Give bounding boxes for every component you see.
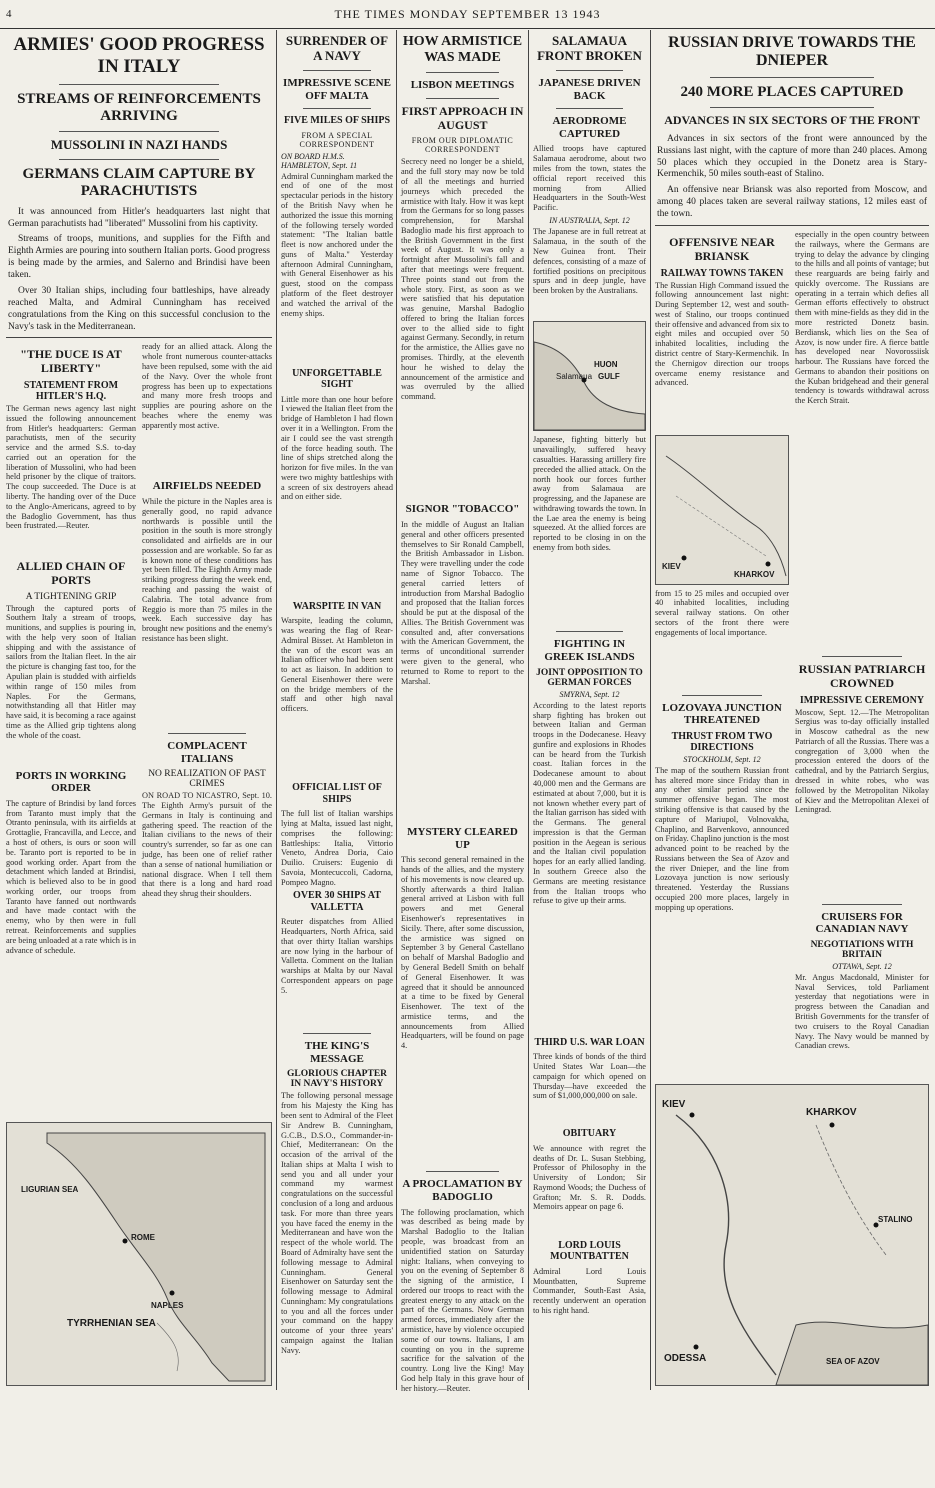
deck-240-places: 240 MORE PLACES CAPTURED (680, 83, 904, 100)
article-text: Moscow, Sept. 12.—The Metropolitan Sergius was to-day officially installed in Moscow cathedral as the new Patriarch of all the Russias. There was a congregation of 3,000 when the procession entered the doors of the cathedral, and by the Patriarch Sergius, dressed in white robes, who was followed by the Metropolitan Nikolay of Kiev and the Metropolitan Alexei of Leningrad. (795, 707, 929, 815)
deck-mussolini: MUSSOLINI IN NAZI HANDS (50, 137, 228, 153)
map-label: Salamaua (556, 372, 593, 382)
subhead-railway-towns: RAILWAY TOWNS TAKEN (660, 267, 784, 279)
article-text: We announce with regret the deaths of Dr. L. Susan Stebbing, Professor of Philosophy in the University of London; Sir Raymond Woods; the Duchess of Grafton; Mr. S. R. Dodds. Memoirs appear on page 6. (533, 1143, 646, 1212)
subhead-cruisers: CRUISERS FOR CANADIAN NAVY (815, 910, 909, 936)
map-salamaua (533, 321, 646, 431)
map-label: TYRRHENIAN SEA (67, 1318, 156, 1329)
article-text: The capture of Brindisi by land forces from Taranto must imply that the Otranto peninsula, with its airfields at Grottaglie, Francavilla, and Lecce, and a host of others, is ours or soon will be. Taranto port is reported to be in good working order. Apart from the detachment which landed at Brindisi, which is believed also to be in good working order, our troops from Taranto have fanned out northwards and have made contact with the enemy, who by then were in full retreat. Reinforcements and supplies are being unloaded at a rate which is in advance of schedule. (6, 798, 136, 955)
deck-ships: FIVE MILES OF SHIPS (283, 115, 391, 127)
dateline: IN AUSTRALIA, Sept. 12 (549, 216, 630, 226)
article-text: Secrecy need no longer be a shield, and the full story may now be told of all the meetings and hurried journeys which preceded the armistice with Italy. How it was kept from the Germans for so long passes comprehension, for Marshal Badoglio made his first approach to the British Government in the first week of August. It was only a fortnight after Mussolini's fall and after that meetings were frequent. Three points stand out from the whole story. First, as soon as we were satisfied that his deputation was genuine, Marshal Badoglio offered to bring the Italian forces over to the allied side to fight against Germany. Secondly, in return for the armistice, the Allies gave no promises. Thirdly, at the eleventh hour he wished to delay the announcement of the armistice and was overruled by the allied command. (401, 157, 524, 402)
article-text: Warspite, leading the column, was wearing the flag of Rear-Admiral Bisset. At Hambleton in the van of the escort was an Italian officer who had been sent to act as liaison. In addition to General Eisenhower there were on the bridge members of the staff and other high naval officers. (281, 616, 393, 714)
lede-paragraph: Over 30 Italian ships, including four battleships, have already reached Malta, and Admiral Cunningham has received congratulations from the King on this successful conclusion to the Navy's task in the Mediterranean. (8, 285, 270, 332)
column-italy (6, 32, 272, 1329)
subhead-official-list: OFFICIAL LIST OF SHIPS (292, 782, 382, 805)
map-label: KHARKOV (734, 569, 775, 579)
article-text: The Russian High Command issued the following announcement last night: During September 12, west and south-west of Stalino, our troops continued their offensive and advanced from six to eight miles and occupied over 50 inhabited localities, including the district centre of Stary-Kermenchik. In the Chernigov direction our troops overcame enemy resistance and advanced. (655, 280, 789, 388)
subhead-lozovaya: LOZOVAYA JUNCTION THREATENED (662, 701, 782, 727)
subhead-proclamation: A PROCLAMATION BY BADOGLIO (402, 1178, 523, 1203)
column-armistice (401, 32, 524, 1488)
deck-aerodrome: AERODROME CAPTURED (552, 115, 627, 140)
headline-russia: RUSSIAN DRIVE TOWARDS THE DNIEPER (668, 34, 916, 70)
subcolumn-right (142, 342, 272, 988)
map-label: HUON (594, 360, 618, 370)
subcolumn-left (6, 342, 136, 988)
article-text: ready for an allied attack. Along the whole front numerous counter-attacks have been repulsed, some with the aid of the Navy. Over the whole front progress has been up to expectations and many more fresh troops and supplies are pouring ashore on the beaches where the enemy was apparently most active. (142, 342, 272, 430)
subhead-airfields: AIRFIELDS NEEDED (152, 480, 262, 493)
subhead-obituary: OBITUARY (562, 1128, 617, 1140)
article-text: The full list of Italian warships lying at Malta, issued last night, comprises the following: Battleships: Italia, Vittorio Veneto, Andrea Doria, Caio Duilio. Cruisers: Eugenio di Savoia, Montecuccoli, Cadorna, Pompeo Magno. (281, 809, 393, 887)
column-salamaua (533, 32, 646, 1327)
map-label: ODESSA (664, 1353, 707, 1364)
deck-parachutists: GERMANS CLAIM CAPTURE BY PARACHUTISTS (22, 166, 256, 200)
subhead-ports: ALLIED CHAIN OF PORTS (16, 558, 126, 587)
deck-malta: IMPRESSIVE SCENE OFF MALTA (283, 76, 391, 102)
article-text: The following personal message from his Majesty the King has been sent to Admiral of the Fleet Sir Andrew B. Cunningham, G.C.B., D.S.O., Commander-in-Chief, Mediterranean: On the occasion of the arrival of the Italian ships at Malta I wish to send you and all under your command my warmest congratulations on the successful conclusion of a long and arduous task. For more than three years you have faced the enemy in the Mediterranean and have won the respect of the whole world. The Board of Admiralty have sent the following message to Admiral Cunningham. General Eisenhower on Saturday sent the following message to Admiral Cunningham: My congratulations to you and all the forces under your command on the happy outcome of your three years' campaign against the Italian Navy. (281, 1091, 393, 1355)
newspaper-title: THE TIMES MONDAY SEPTEMBER 13 1943 (334, 7, 601, 21)
map-italy (6, 1122, 272, 1386)
subhead-unforgettable: UNFORGETTABLE SIGHT (292, 367, 382, 391)
subhead-thrust: THRUST FROM TWO DIRECTIONS (671, 730, 773, 753)
subhead-negotiations: NEGOTIATIONS WITH BRITAIN (810, 939, 914, 960)
subhead-greek-islands: FIGHTING IN GREEK ISLANDS (544, 638, 635, 664)
article-text: The German news agency last night issued the following announcement from Hitler's headquarters: German parachutists, men of the security service and the armed S.S. to-day carried out an operation for the liberation of Mussolini, who had been held prisoner by the clique of traitors. The coup succeeded. The Duce is at liberty. The handing over of the Duce to the Anglo-Americans, agreed to by the Badoglio Government, has thus been frustrated.—Reuter. (6, 403, 136, 531)
map-label: LIGURIAN SEA (21, 1185, 79, 1194)
dateline: OTTAWA, Sept. 12 (832, 961, 892, 971)
subcolumn-left (655, 230, 789, 1123)
dateline: ON BOARD H.M.S. HAMBLETON, Sept. 11 (281, 151, 358, 170)
article-text: Japanese, fighting bitterly but unavailingly, suffered heavy casualties. Harassing artillery fire preceded the allied attack. On the north hook our forces further away from Salamaua are progressing, and the Japanese are withdrawing towards the town. In the Lae area the enemy is being squeezed. At the allied forces are reported to be closing in on the enemy from both sides. (533, 435, 646, 553)
article-text: Three kinds of bonds of the third United States War Loan—the campaign for which opened on Thursday—have exceeded the sum of $1,000,000,000 on sale. (533, 1052, 646, 1101)
map-label: KIEV (662, 1099, 686, 1110)
byline: FROM OUR DIPLOMATIC CORRESPONDENT (411, 136, 514, 155)
article-text: Allied troops have captured Salamaua aerodrome, about two miles from the town, states the official report received this morning from Allied Headquarters in the South-West Pacific. (533, 144, 646, 213)
deck-lisbon: LISBON MEETINGS (410, 79, 515, 92)
headline-armistice: HOW ARMISTICE WAS MADE (402, 34, 523, 66)
article-text: ON ROAD TO NICASTRO, Sept. 10. The Eighth Army's pursuit of the Germans in Italy is continuing and gathering speed. The reaction of the Italian civilians to the news of their country's surrender, so far as one can judge, has been one of relief rather than a sense of national humiliation or national disgrace. When I tell them that there is a long and hard road ahead they shrug their shoulders. (142, 791, 272, 899)
map-label: NAPLES (151, 1301, 184, 1310)
subhead-statement: STATEMENT FROM HITLER'S H.Q. (23, 379, 119, 402)
article-text: This second general remained in the hands of the allies, and the mystery of his movements is now cleared up. Shortly afterwards a third Italian general arrived at Lisbon with full powers and met General Eisenhower's representatives in Sicily. There, after some discussion, the armistice was signed on September 3 by General Castellano on behalf of Marshal Badoglio and by General Bedell Smith on behalf of General Eisenhower. It was agreed that it should be announced at a time to be fixed by General Eisenhower. The text of the armistice terms, and the announcements from Allied Headquarters, will be found on page 4. (401, 855, 524, 1051)
headline-italy: ARMIES' GOOD PROGRESS IN ITALY (13, 34, 265, 77)
masthead (0, 0, 935, 29)
deck-august: FIRST APPROACH IN AUGUST (401, 103, 524, 132)
article-text: Admiral Lord Louis Mountbatten, Supreme Commander, South-East Asia, recently underwent an operation to his right hand. (533, 1266, 646, 1315)
subhead-mystery: MYSTERY CLEARED UP (407, 826, 518, 851)
lede-paragraph: Streams of troops, munitions, and supplies for the Fifth and Eighth Armies are pouring into southern Italian ports. Good progress is being made by the armies, and Salerno and Brindisi have been taken. (8, 234, 270, 280)
subhead-kings-message: THE KING'S MESSAGE (304, 1040, 370, 1065)
dateline: SMYRNA, Sept. 12 (559, 689, 620, 699)
lede-paragraph: An offensive near Briansk was also reported from Moscow, and among 40 places taken are several railway stations, 12 miles east of the town. (657, 185, 927, 220)
article-text: The following proclamation, which was described as being made by Marshal Badoglio to the Italian people, was broadcast from an unidentified station on Saturday night: Italians, when conveying to you on the evening of September 8 the signing of the armistice, I ordered our troops to react with the greatest energy to any attack on the part of the Germans. Now German armed forces, immediately after the armistice, have by violence occupied some of our towns. Italians, I am counting on you in the supreme sacrifice for the salvation of the country. Long live the King! May God help Italy in this grave hour of her history.—Reuter. (401, 1207, 524, 1393)
map-label: STALINO (878, 1215, 913, 1224)
article-text: Through the captured ports of Southern Italy a stream of troops, munitions, and supplies is pouring in, with the help very soon of Italian shipping and with the assistance of sailors from the Italian fleet. In the air the picture is changing fast too, for the Apulian plain is studded with airfields within range of 150 miles from Naples. For the Germans, notwithstanding all that Hitler may have said, it is becoming a race against time as the Allied grip tightens along the whole of the coast. (6, 603, 136, 740)
dateline: STOCKHOLM, Sept. 12 (683, 754, 761, 764)
map-russia (655, 1084, 929, 1386)
map-label: KIEV (662, 561, 681, 571)
article-text: especially in the open country between the railways, where the Germans are trying to delay the advance by clinging to the hills and all points of vantage; but these rearguards are being fairly and quickly overcome. The Russians are operating in a terrain which defies all German efforts effectively to obstruct them with mine-fields as they did in the more restricted Donetz basin. Berdiansk, which lies on the Sea of Azov, is now under fire. A fierce battle has developed near Novorossiisk harbour. The Russians have forced the Germans to abandon their positions on the Kuban bridgehead and their general tendency is towards withdrawal across the Kerch Strait. (795, 229, 929, 406)
column-russia (655, 32, 929, 1366)
map-label: ROME (131, 1233, 155, 1242)
subhead-glorious: GLORIOUS CHAPTER IN NAVY'S HISTORY (286, 1069, 388, 1090)
article-text: Little more than one hour before I viewed the Italian fleet from the bridge of Hambleton I had flown over it in a Wellington. From the air I could see the vast strength of the force heading south. The line of ships stretched along the horizon for five miles. In the van were two mighty battleships with a screen of six destroyers ahead and on either side. (281, 394, 393, 502)
subhead-briansk: OFFENSIVE NEAR BRIANSK (669, 234, 775, 263)
article-text: The Japanese are in full retreat at Salamaua, in the south of the New Guinea front. Their defences, consisting of a maze of fortified positions on precipitous spurs and in deep jungle, have been broken by the Australians. (533, 227, 646, 296)
article-text: According to the latest reports sharp fighting has broken out between Italian and German troops in the Dodecanese. Heavy gunfire and explosions in Rhodes can be heard from the Turkish coast. Italian forces in the Dodecanese amount to about 40,000 men and the Germans are estimated at about 7,000, but it is not known whether every part of the Italian garrison has sided with the Germans. The general impression is that the German position in the Aegean is serious and the Italian civil population hopes for an early allied landing. In southern Greece also the Germans are meeting resistance from the Italian troops who refuse to give up their arms. (533, 700, 646, 906)
italy-coastline (7, 1123, 271, 1385)
article-text: While the picture in the Naples area is generally good, no rapid advance northwards is possible until the position in the south is more strongly consolidated and airfields are in our possession and are workable. So far as is known none of these conditions has yet been filled. The Eighth Army made striking progress during the week end, reaching and passing the waist of Calabria. The total advance from Reggio is more than 75 miles in the week. Each successive day has brought new positions and the enemy's resistance has been slight. (142, 497, 272, 643)
subhead-opposition: JOINT OPPOSITION TO GERMAN FORCES (536, 667, 643, 688)
headline-navy: SURRENDER OF A NAVY (285, 33, 389, 63)
article-text: from 15 to 25 miles and occupied over 40 inhabited localities, including several railway stations. On other sectors of the front there were engagements of local importance. (655, 588, 789, 637)
headline-salamaua: SALAMAUA FRONT BROKEN (537, 33, 642, 63)
subhead-complacent: COMPLACENT ITALIANS (167, 740, 247, 765)
subhead-grip: A TIGHTENING GRIP (25, 591, 117, 602)
map-label: GULF (598, 372, 620, 382)
article-text: The map of the southern Russian front has altered more since Friday than in any other similar period since the summer offensive began. The most striking offensive is that caused by the capture of Mariupol, Volnovakha, Chaplino, and Barvenkovo, announced on Friday. Chaplino junction is the most advanced point to be reached by the Russians between the Sea of Azov and the river Dnieper, and the line from Lozovaya junction is now seriously threatened. Yesterday the Russians occupied 200 more places, largely in mopping up operations. (655, 765, 789, 912)
page-number: 4 (6, 8, 12, 20)
subhead-realization: NO REALIZATION OF PAST CRIMES (148, 769, 266, 790)
map-label: KHARKOV (806, 1107, 857, 1118)
subhead-valletta: OVER 30 SHIPS AT VALLETTA (293, 890, 381, 913)
deck-six-sectors: ADVANCES IN SIX SECTORS OF THE FRONT (664, 113, 920, 128)
subhead-patriarch: RUSSIAN PATRIARCH CROWNED (798, 661, 926, 690)
article-text: Reuter dispatches from Allied Headquarters, North Africa, said that over thirty Italian warships are now lying in the harbour of Valletta. Comment on the Italian warships at Malta by our Naval Correspondent appears on page 5. (281, 917, 393, 995)
map-kiev-small (655, 435, 789, 585)
subcolumn-right (795, 230, 929, 1123)
article-text: Admiral Cunningham marked the end of one of the most spectacular periods in the history of the British Navy when he authorized the issue this morning of the following tersely worded statement: "The Italian battle fleet is now anchored under the guns of Malta." Yesterday afternoon Admiral Cunningham, with General Eisenhower as his guest, stood on the compass platform of the fleet destroyer and watched the arrival of the enemy ships. (281, 171, 393, 318)
map-label: SEA OF AZOV (826, 1357, 880, 1366)
subhead-ceremony: IMPRESSIVE CEREMONY (799, 694, 925, 706)
lede-paragraph: It was announced from Hitler's headquarters last night that German parachutists had "liberated" Mussolini from his captivity. (8, 206, 270, 229)
deck-japanese: JAPANESE DRIVEN BACK (538, 76, 641, 102)
lede-paragraph: Advances in six sectors of the front were announced by the Russians last night, with the capture of more than 240 places. Among 50 places which they occupied in the Donetz area is Stary-Kermenchik, 50 miles south-east of Stalino. (657, 133, 927, 180)
subhead-war-loan: THIRD U.S. WAR LOAN (534, 1036, 645, 1048)
deck-reinforcements: STREAMS OF REINFORCEMENTS ARRIVING (17, 90, 261, 124)
subhead-mountbatten: LORD LOUIS MOUNTBATTEN (550, 1239, 629, 1263)
article-text: In the middle of August an Italian general and other officers presented themselves to Sir Ronald Campbell, the British Ambassador in Lisbon. They were travelling under the code name of Signor Tobacco. The general carried letters of introduction from Marshal Badoglio and proposed that the Italian forces should be put at the disposal of the Allies. The British Government was consulted and, after conversations with the American Government, the terms of unconditional surrender were given to the general, who returned to Rome to report to the Marshal. (401, 520, 524, 686)
article-text: Mr. Angus Macdonald, Minister for Naval Services, told Parliament yesterday that negotiations were in progress between the Canadian and British Governments for the transfer of two cruisers to the Royal Canadian Navy. The Navy would be manned by Canadian crews. (795, 972, 929, 1051)
subhead-warspite: WARSPITE IN VAN (292, 600, 382, 612)
subhead-tobacco: SIGNOR "TOBACCO" (405, 503, 520, 516)
column-navy (281, 32, 393, 1391)
southern-russia-map (656, 1085, 928, 1385)
byline: FROM A SPECIAL CORRESPONDENT (299, 130, 375, 149)
subhead-working-order: PORTS IN WORKING ORDER (15, 769, 127, 795)
subhead-duce: "THE DUCE IS AT LIBERTY" (20, 347, 122, 376)
